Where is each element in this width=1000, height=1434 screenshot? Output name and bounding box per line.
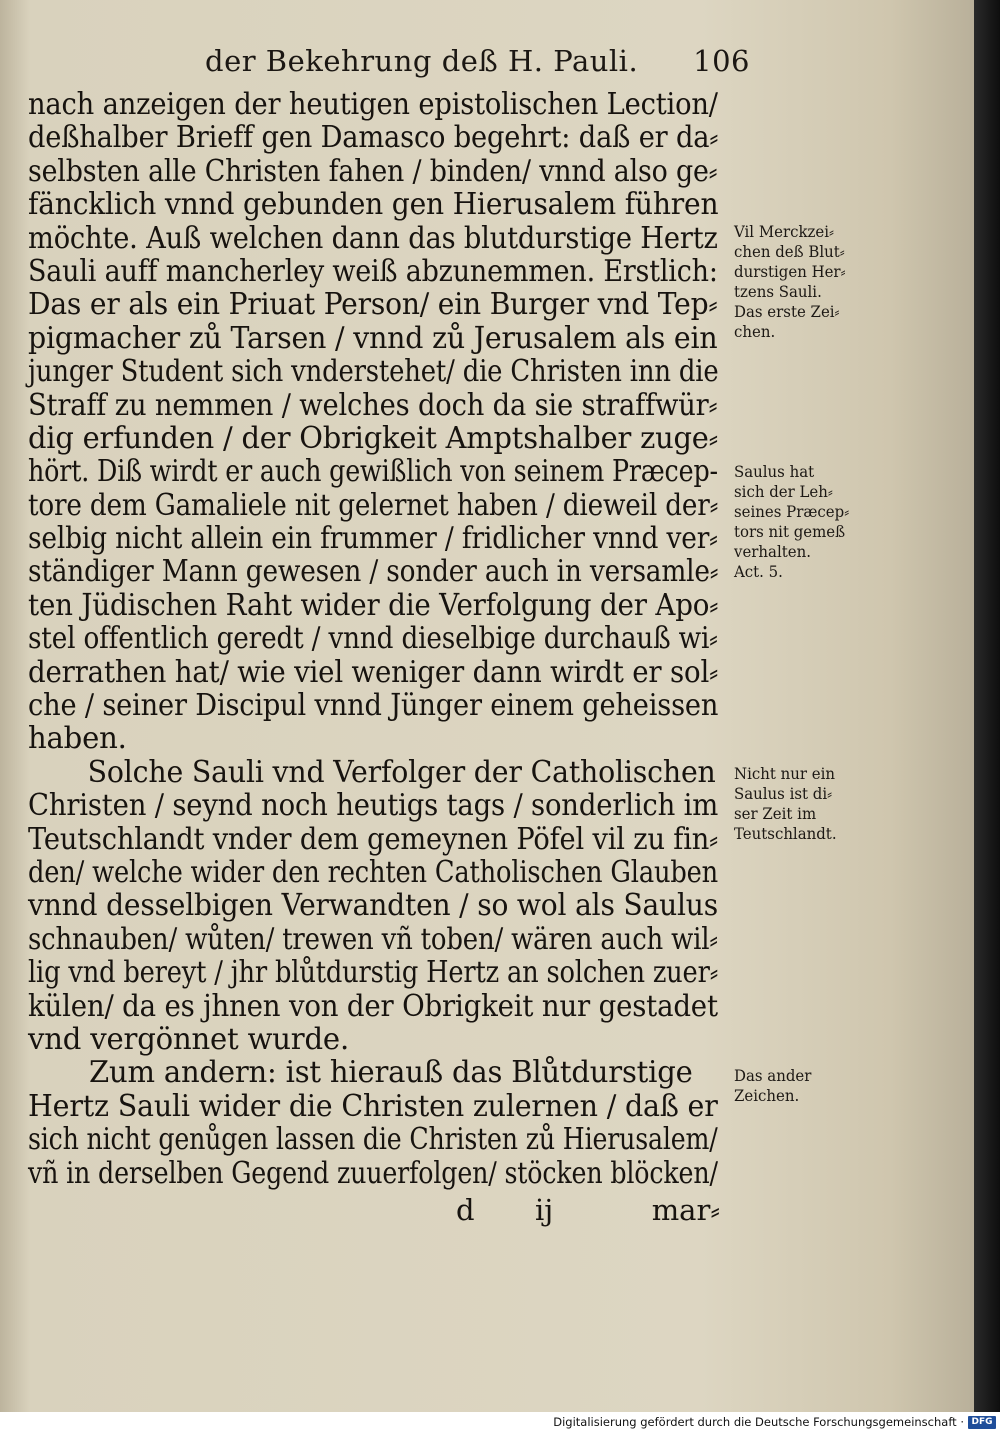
text-line: selbsten alle Christen fahen / binden/ vnnd also ge⸗: [28, 153, 718, 188]
note-line: Vil Merckzei⸗: [734, 223, 835, 241]
signature-mark-number: ij: [535, 1193, 554, 1227]
text-line: ständiger Mann gewesen / sonder auch in versamle⸗: [28, 554, 719, 589]
page-edge-shadow: [974, 0, 1000, 1412]
note-line: Zeichen.: [734, 1087, 800, 1105]
signature-line: [28, 1193, 728, 1227]
note-line: Act. 5.: [734, 563, 783, 581]
text-line: Straff zu nemmen / welches doch da sie straffwür⸗: [28, 387, 718, 422]
text-line: vñ in derselben Gegend zuuerfolgen/ stöcken blöcken/: [28, 1155, 718, 1190]
text-line: tore dem Gamaliele nit gelernet haben / dieweil der⸗: [28, 487, 719, 522]
note-line: Das ander: [734, 1067, 812, 1085]
dfg-logo: DFG: [968, 1416, 996, 1429]
marginal-note: [734, 764, 874, 844]
text-line: schnauben/ wůten/ trewen vñ toben/ wären auch wil⸗: [28, 921, 718, 956]
text-line: külen/ da es jhnen von der Obrigkeit nur gestadet: [28, 988, 718, 1023]
marginal-note: [734, 222, 874, 342]
note-line: chen.: [734, 323, 776, 341]
text-line: hört. Diß wirdt er auch gewißlich von seinem Præcep-: [28, 454, 718, 489]
text-line: sich nicht genůgen lassen die Christen zů Hierusalem/: [28, 1122, 718, 1157]
text-line: ten Jüdischen Raht wider die Verfolgung der Apo⸗: [28, 587, 719, 622]
note-line: tzens Sauli.: [734, 283, 822, 301]
note-line: Nicht nur ein: [734, 765, 835, 783]
text-line: selbig nicht allein ein frummer / fridlicher vnnd ver⸗: [28, 521, 718, 556]
text-line: Teutschlandt vnder dem gemeynen Pöfel vil zu fin⸗: [28, 821, 719, 856]
paragraph-start-line: Zum andern: ist hierauß das Blůtdurstige: [89, 1055, 693, 1090]
note-line: tors nit gemeß: [734, 523, 846, 541]
text-line: derrathen hat/ wie viel weniger dann wirdt er sol⸗: [28, 654, 719, 689]
text-line: vnnd desselbigen Verwandten / so wol als Saulus: [28, 888, 718, 923]
signature-mark: d: [456, 1193, 475, 1227]
note-line: verhalten.: [734, 543, 811, 561]
marginal-note: [734, 462, 874, 582]
text-line: den/ welche wider den rechten Catholischen Glauben: [28, 854, 719, 889]
note-line: seines Præcep⸗: [734, 503, 850, 521]
text-line: vnd vergönnet wurde.: [28, 1021, 350, 1056]
text-line: Das er als ein Priuat Person/ ein Burger vnd Tep⸗: [28, 287, 718, 322]
text-line: nach anzeigen der heutigen epistolischen Lection/: [28, 87, 718, 121]
paragraph-start-line: Solche Sauli vnd Verfolger der Catholischen: [87, 754, 716, 789]
funding-credit: Digitalisierung gefördert durch die Deutsche Forschungsgemeinschaft ·: [553, 1415, 964, 1429]
note-line: Das erste Zei⸗: [734, 303, 840, 321]
note-line: sich der Leh⸗: [734, 483, 833, 501]
marginal-note: [734, 1066, 874, 1106]
text-line: che / seiner Discipul vnnd Jünger einem geheissen: [28, 688, 719, 723]
text-line: möchte. Auß welchen dann das blutdurstige Hertz: [28, 220, 718, 255]
running-head-title: der Bekehrung deß H. Pauli.: [205, 44, 639, 78]
text-line: pigmacher zů Tarsen / vnnd zů Jerusalem als ein: [28, 320, 718, 355]
text-line: dig erfunden / der Obrigkeit Amptshalber zuge⸗: [28, 420, 719, 455]
note-line: ser Zeit im: [734, 805, 817, 823]
page-number: 106: [693, 44, 750, 78]
text-line: Christen / seynd noch heutigs tags / sonderlich im: [28, 788, 719, 823]
body-text: [28, 88, 728, 1190]
text-line: haben.: [28, 721, 127, 756]
text-line: deßhalber Brieff gen Damasco begehrt: daß er da⸗: [28, 120, 719, 155]
note-line: Saulus ist di⸗: [734, 785, 833, 803]
text-line: junger Student sich vnderstehet/ die Christen inn die: [28, 354, 719, 389]
note-line: Teutschlandt.: [734, 825, 837, 843]
text-line: stel offentlich geredt / vnnd dieselbige durchauß wi⸗: [28, 621, 718, 656]
note-line: durstigen Her⸗: [734, 263, 846, 281]
text-line: lig vnd bereyt / jhr blůtdurstig Hertz an solchen zuer⸗: [28, 955, 719, 990]
catchword: mar⸗: [651, 1193, 720, 1227]
text-line: Hertz Sauli wider die Christen zulernen / daß er: [28, 1088, 718, 1123]
note-line: Saulus hat: [734, 463, 815, 481]
text-line: fäncklich vnnd gebunden gen Hierusalem führen: [28, 187, 719, 222]
footer-bar: [0, 1412, 1000, 1434]
text-line: Sauli auff mancherley weiß abzunemmen. Erstlich:: [28, 253, 718, 288]
note-line: chen deß Blut⸗: [734, 243, 845, 261]
running-head: [205, 44, 750, 84]
